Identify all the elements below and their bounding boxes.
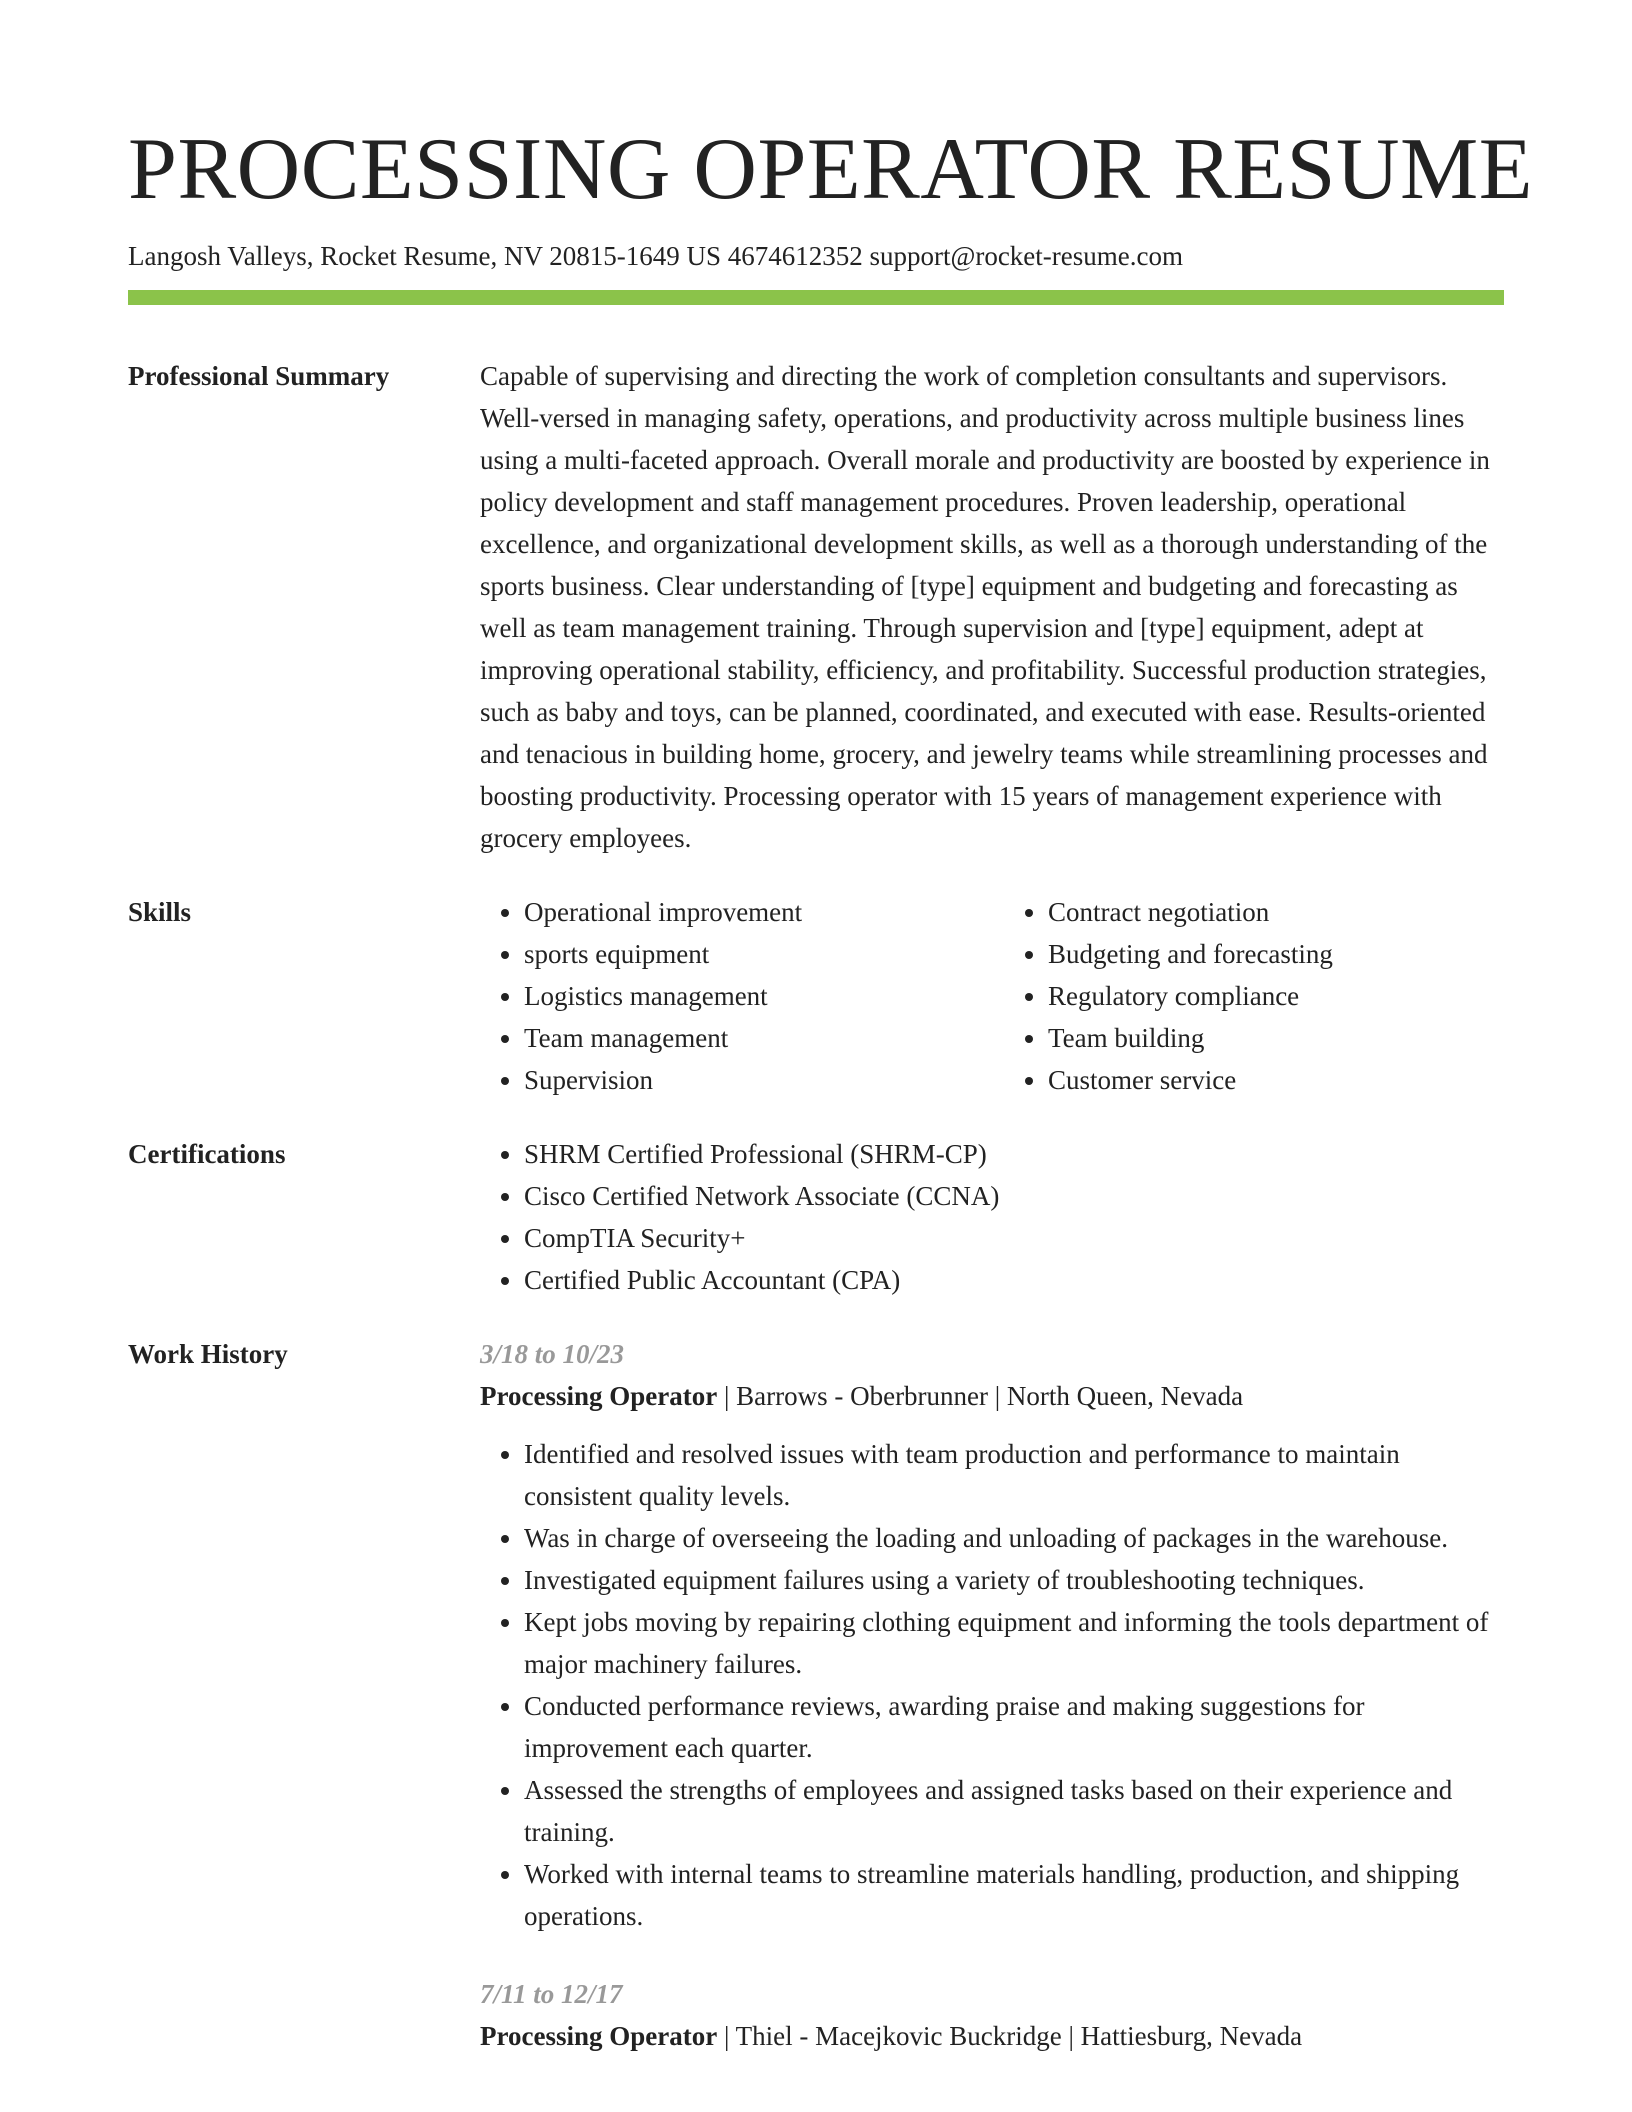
skill-item: • Regulatory compliance <box>1048 975 1508 1017</box>
skill-item: • Customer service <box>1048 1059 1508 1101</box>
resume-title: PROCESSING OPERATOR RESUME <box>128 121 1534 218</box>
job-title: Processing Operator <box>480 1381 718 1411</box>
resume-page <box>128 118 1534 2057</box>
section-label-work-history: Work History <box>128 1339 288 1369</box>
summary-text: Capable of supervising and directing the work of completion consultants and supervisors. Well-versed in managing safety, operations, and productivity across multiple business lines using a multi-faceted approach. Overall morale and productivity are boosted by experience in policy development and staff management procedures. Proven leadership, operational excellence, and organizational development skills, as well as a thorough understanding of the sports business. Clear understanding of [type] equipment and budgeting and forecasting as well as team management training. Through supervision and [type] equipment, adept at improving operational stability, efficiency, and profitability. Successful production strategies, such as baby and toys, can be planned, coordinated, and executed with ease. Results-oriented and tenacious in building home, grocery, and jewelry teams while streamlining processes and boosting productivity. Processing operator with 15 years of management experience with grocery employees. <box>480 361 1490 853</box>
job-bullet: • Identified and resolved issues with team production and performance to maintain consistent quality levels. <box>524 1433 1504 1517</box>
work-history-body <box>480 1333 1504 2057</box>
skill-item: • Team building <box>1048 1017 1508 1059</box>
skill-item: • Budgeting and forecasting <box>1048 933 1508 975</box>
certification-item: • Certified Public Accountant (CPA) <box>524 1259 1504 1301</box>
job-dates: 3/18 to 10/23 <box>480 1339 625 1369</box>
job-employer-location: | Barrows - Oberbrunner | North Queen, Nevada <box>717 1381 1244 1411</box>
job-title: Processing Operator <box>480 2021 718 2051</box>
work-history-section <box>128 1333 1504 2057</box>
job-bullet: • Assessed the strengths of employees and assigned tasks based on their experience and training. <box>524 1769 1504 1853</box>
job-entry <box>480 1973 1504 2057</box>
job-heading <box>480 2015 1504 2057</box>
skill-item: • Supervision <box>524 1059 984 1101</box>
skills-grid <box>480 891 1504 1101</box>
certification-item: • SHRM Certified Professional (SHRM-CP) <box>524 1133 1504 1175</box>
skill-item: • sports equipment <box>524 933 984 975</box>
contact-phone: 4674612352 <box>727 241 863 271</box>
skills-section <box>128 891 1504 1101</box>
contact-email: support@rocket-resume.com <box>869 241 1183 271</box>
job-dates: 7/11 to 12/17 <box>480 1979 623 2009</box>
job-bullet: • Conducted performance reviews, awarding praise and making suggestions for improvement each quarter. <box>524 1685 1504 1769</box>
job-bullet: • Kept jobs moving by repairing clothing equipment and informing the tools department of major machinery failures. <box>524 1601 1504 1685</box>
certifications-body <box>480 1133 1504 1301</box>
skills-list-right <box>1004 891 1508 1101</box>
contact-line <box>128 238 1504 274</box>
job-bullets <box>480 1433 1504 1937</box>
certifications-list <box>480 1133 1504 1301</box>
section-label-summary: Professional Summary <box>128 361 390 391</box>
job-bullet: • Investigated equipment failures using a variety of troubleshooting techniques. <box>524 1559 1504 1601</box>
certifications-section <box>128 1133 1504 1301</box>
job-bullet: • Worked with internal teams to streamline materials handling, production, and shipping operations. <box>524 1853 1504 1937</box>
job-entry <box>480 1333 1504 1937</box>
skill-item: • Contract negotiation <box>1048 891 1508 933</box>
certification-item: • CompTIA Security+ <box>524 1217 1504 1259</box>
summary-section <box>128 355 1504 859</box>
section-label-skills: Skills <box>128 897 192 927</box>
job-heading <box>480 1375 1504 1417</box>
skills-list-left <box>480 891 984 1101</box>
skill-item: • Team management <box>524 1017 984 1059</box>
section-label-certifications: Certifications <box>128 1139 286 1169</box>
job-bullet: • Was in charge of overseeing the loading and unloading of packages in the warehouse. <box>524 1517 1504 1559</box>
contact-address: Langosh Valleys, Rocket Resume, NV 20815-1649 US <box>128 241 721 271</box>
job-employer-location: | Thiel - Macejkovic Buckridge | Hattiesburg, Nevada <box>717 2021 1303 2051</box>
skill-item: • Logistics management <box>524 975 984 1017</box>
certification-item: • Cisco Certified Network Associate (CCNA) <box>524 1175 1504 1217</box>
skill-item: • Operational improvement <box>524 891 984 933</box>
accent-divider <box>128 290 1504 305</box>
